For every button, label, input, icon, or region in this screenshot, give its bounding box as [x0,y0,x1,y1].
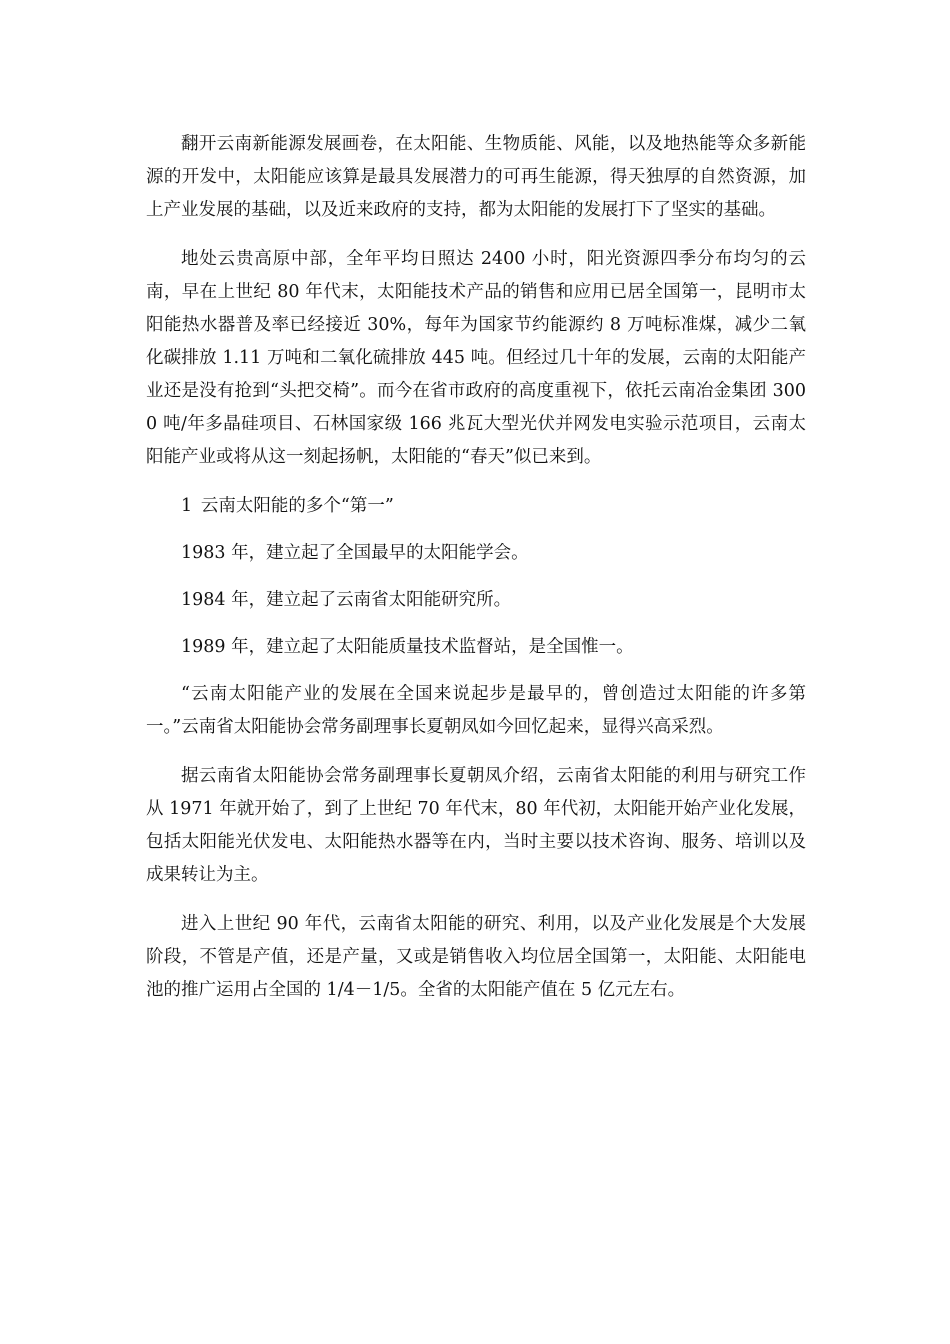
section-number: 1 [181,496,193,516]
milestone-item: 1983 年，建立起了全国最早的太阳能学会。 [181,543,529,563]
milestone-item: 1989 年，建立起了太阳能质量技术监督站，是全国惟一。 [181,637,634,657]
section-title: 云南太阳能的多个“第一” [200,496,394,516]
intro-paragraph: 翻开云南新能源发展画卷，在太阳能、生物质能、风能，以及地热能等众多新能源的开发中，太阳能应该算是最具发展潜力的可再生能源，得天独厚的自然资源，加上产业发展的基础，以及近来政府的支持，都为太阳能的发展打下了坚实的基础。 [146,134,806,220]
quote-paragraph: “云南太阳能产业的发展在全国来说起步是最早的，曾创造过太阳能的许多第一。”云南省太阳能协会常务副理事长夏朝凤如今回忆起来，显得兴高采烈。 [146,684,806,737]
document-page [146,128,806,1023]
background-paragraph: 地处云贵高原中部，全年平均日照达 2400 小时，阳光资源四季分布均匀的云南，早在上世纪 80 年代末，太阳能技术产品的销售和应用已居全国第一，昆明市太阳能热水器普及率已经接近 30%，每年为国家节约能源约 8 万吨标准煤，减少二氧化碳排放 1.11 万吨和二氧化硫排放 445 吨。但经过几十年的发展，云南的太阳能产业还是没有抢到“头把交椅”。而今在省市政府的高度重视下，依托云南冶金集团 3000 吨/年多晶硅项目、石林国家级 166 兆瓦大型光伏并网发电实验示范项目，云南太阳能产业或将从这一刻起扬帆，太阳能的“春天”似已来到。 [146,249,806,467]
section-heading [146,490,806,523]
milestone-item: 1984 年，建立起了云南省太阳能研究所。 [181,590,512,610]
history-paragraph: 据云南省太阳能协会常务副理事长夏朝凤介绍，云南省太阳能的利用与研究工作从 1971 年就开始了，到了上世纪 70 年代末，80 年代初，太阳能开始产业化发展，包括太阳能光伏发电、太阳能热水器等在内，当时主要以技术咨询、服务、培训以及成果转让为主。 [146,766,806,885]
nineties-paragraph: 进入上世纪 90 年代，云南省太阳能的研究、利用，以及产业化发展是个大发展阶段，不管是产值，还是产量，又或是销售收入均位居全国第一，太阳能、太阳能电池的推广运用占全国的 1/4－1/5。全省的太阳能产值在 5 亿元左右。 [146,914,806,1000]
